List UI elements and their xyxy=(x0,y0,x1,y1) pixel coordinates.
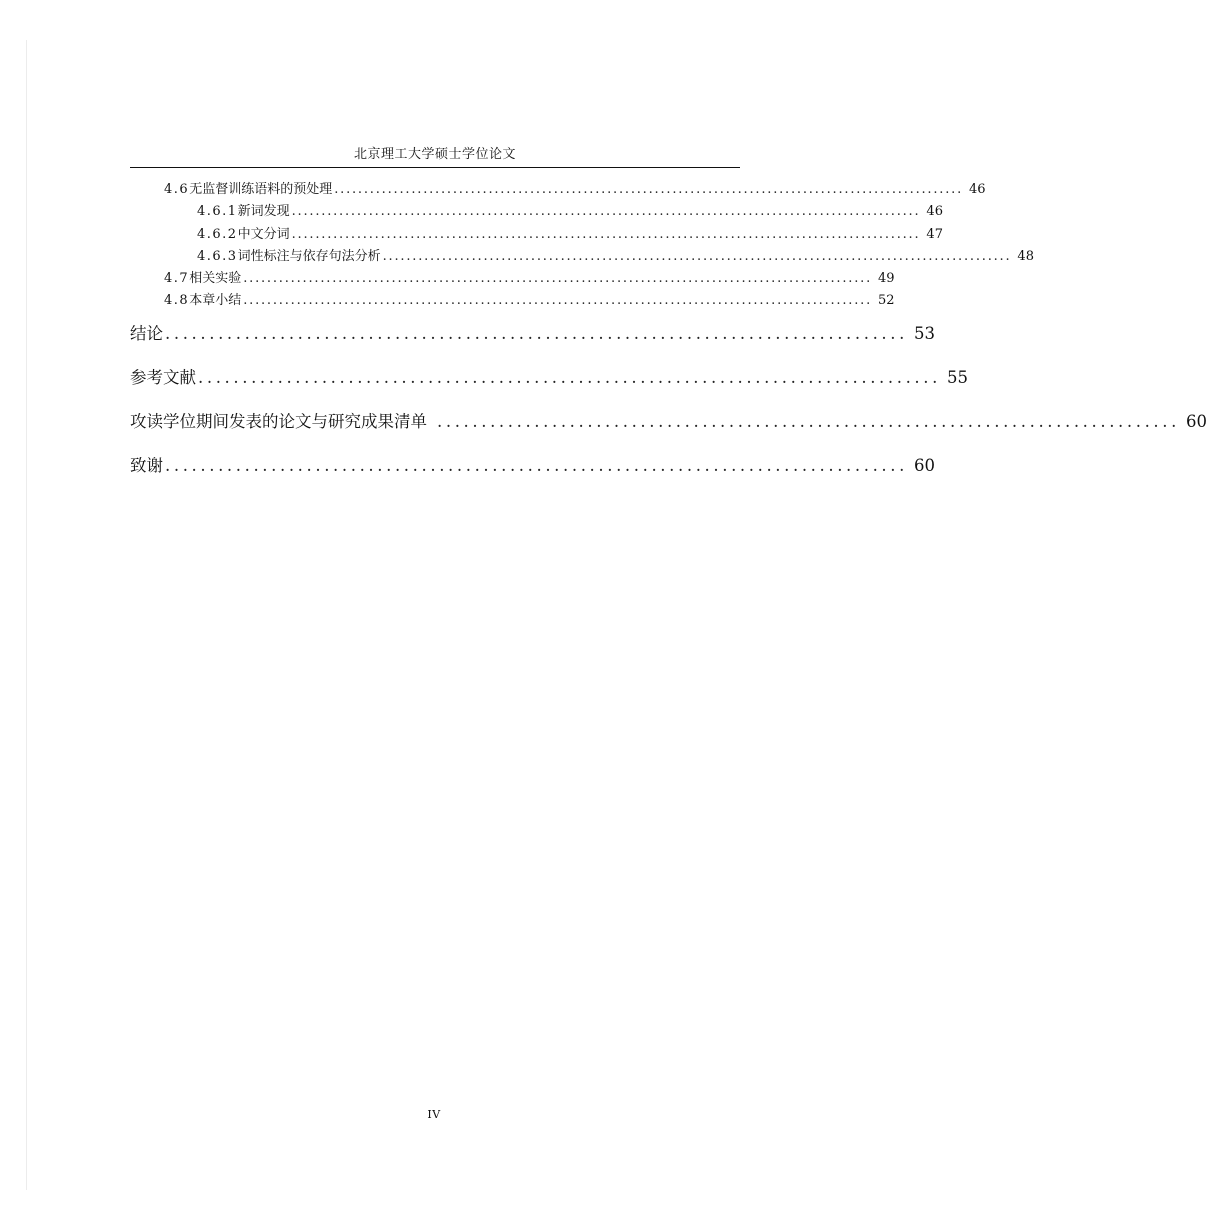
toc-entry-title: 致谢 xyxy=(130,456,163,475)
toc-dot-leader: .................................................................................... xyxy=(165,324,908,343)
toc-entry-page: 52 xyxy=(878,293,895,308)
toc-entry-number: 4.6.2 xyxy=(197,227,238,242)
toc-entry-4-8[interactable] xyxy=(164,291,895,311)
toc-entry-title: 新词发现 xyxy=(237,204,290,219)
running-header: 北京理工大学硕士学位论文 xyxy=(353,147,516,162)
toc-entry-page: 48 xyxy=(1017,249,1034,264)
toc-dot-leader: .......................................................................................................... xyxy=(334,182,964,197)
toc-entry-publications[interactable] xyxy=(130,409,1207,435)
toc-entry-title: 攻读学位期间发表的论文与研究成果清单 xyxy=(130,412,427,431)
toc-entry-title: 无监督训练语料的预处理 xyxy=(189,182,333,197)
page-edge-line xyxy=(26,40,27,1190)
toc-dot-leader: .................................................................................... xyxy=(165,456,908,475)
toc-entry-acknowledgements[interactable] xyxy=(130,453,935,479)
toc-dot-leader: .......................................................................................................... xyxy=(243,293,873,308)
toc-entry-number: 4.6.3 xyxy=(197,249,238,264)
toc-dot-leader: .......................................................................................................... xyxy=(291,227,921,242)
toc-entry-page: 46 xyxy=(969,182,986,197)
toc-entry-references[interactable] xyxy=(130,365,968,391)
toc-entry-title: 参考文献 xyxy=(130,368,196,387)
toc-dot-leader: .......................................................................................................... xyxy=(382,249,1012,264)
toc-entry-page: 46 xyxy=(926,204,943,219)
toc-entry-title: 相关实验 xyxy=(189,271,242,286)
toc-entry-number: 4.7 xyxy=(164,271,190,286)
toc-entry-page: 60 xyxy=(913,456,935,475)
toc-entry-title: 本章小结 xyxy=(189,293,242,308)
toc-entry-conclusion[interactable] xyxy=(130,321,935,347)
toc-dot-leader: .......................................................................................................... xyxy=(291,204,921,219)
toc-entry-title: 结论 xyxy=(130,324,163,343)
toc-entry-4-6-1[interactable] xyxy=(197,202,943,222)
toc-entry-number: 4.6 xyxy=(164,182,190,197)
toc-entry-page: 55 xyxy=(946,368,968,387)
header-rule xyxy=(130,167,740,168)
toc-entry-4-6[interactable] xyxy=(164,180,986,200)
toc-entry-number: 4.6.1 xyxy=(197,204,238,219)
toc-entry-4-7[interactable] xyxy=(164,269,895,289)
toc-entry-page: 49 xyxy=(878,271,895,286)
toc-dot-leader: .......................................................................................................... xyxy=(243,271,873,286)
toc-entry-page: 47 xyxy=(926,227,943,242)
toc-entry-page: 53 xyxy=(913,324,935,343)
toc-entry-4-6-2[interactable] xyxy=(197,225,943,245)
toc-entry-4-6-3[interactable] xyxy=(197,247,1034,267)
toc-dot-leader: .................................................................................... xyxy=(198,368,941,387)
toc-entry-title: 中文分词 xyxy=(237,227,290,242)
page-folio: IV xyxy=(427,1108,441,1121)
toc-entry-page: 60 xyxy=(1185,412,1207,431)
toc-entry-number: 4.8 xyxy=(164,293,190,308)
toc-entry-title: 词性标注与依存句法分析 xyxy=(237,249,381,264)
toc-dot-leader: .................................................................................... xyxy=(437,412,1180,431)
